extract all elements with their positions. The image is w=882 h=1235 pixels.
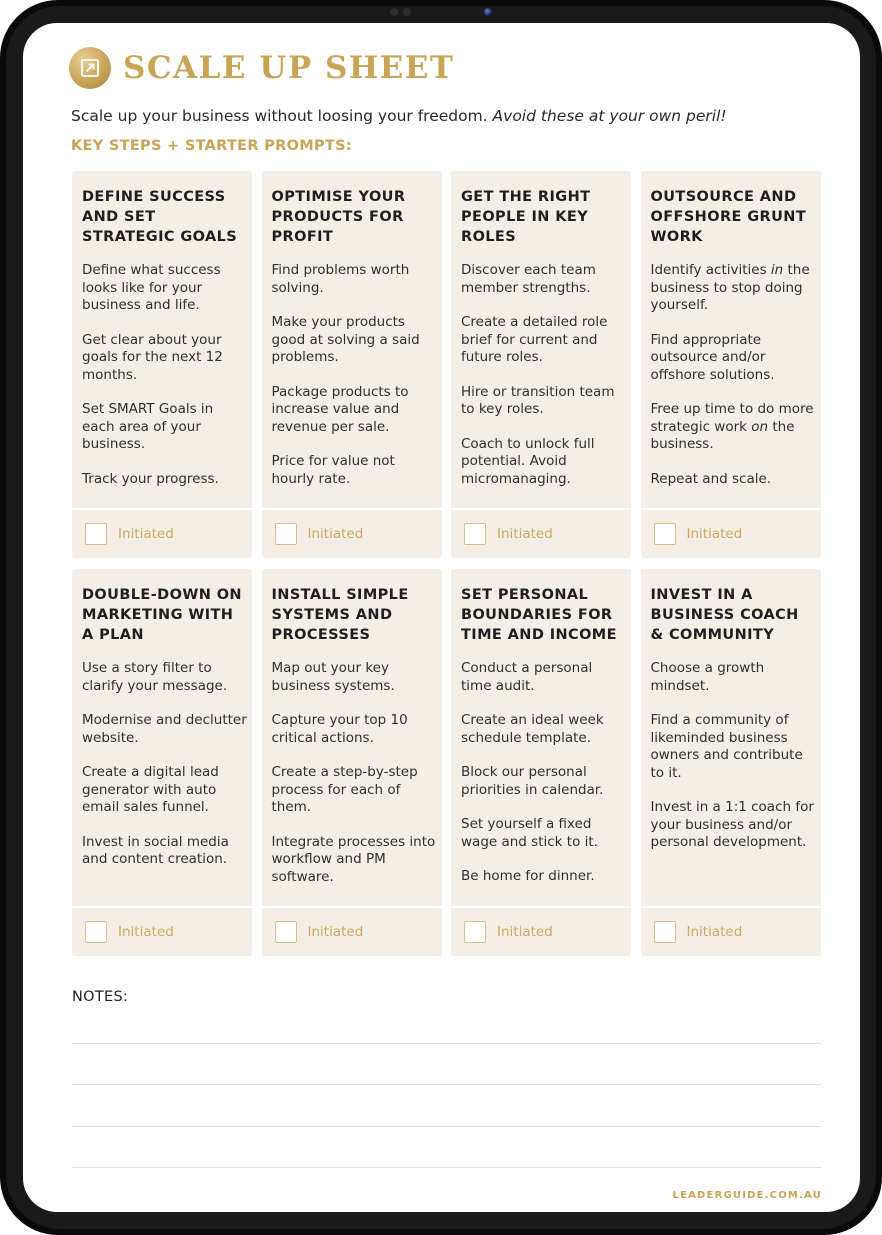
prompt-text: Identify activities — [650, 262, 771, 278]
initiated-checkbox-row[interactable] — [451, 508, 631, 558]
camera-icon — [484, 8, 492, 16]
card-title: DOUBLE-DOWN ON MARKETING WITH A PLAN — [82, 587, 242, 643]
prompt-item: Get clear about your goals for the next 12 months. — [82, 331, 223, 383]
page-header — [69, 47, 454, 89]
prompt-item: Create a digital lead generator with auto email sales funnel. — [82, 764, 219, 815]
card-title: OUTSOURCE AND OFFSHORE GRUNT WORK — [650, 189, 807, 245]
prompt-item: Map out your key business systems. — [271, 660, 395, 694]
card-title: INVEST IN A BUSINESS COACH & COMMUNITY — [650, 587, 799, 643]
notes-label: NOTES: — [72, 989, 129, 1005]
note-line[interactable] — [72, 1084, 821, 1085]
intro-emphasis: Avoid these at your own peril! — [492, 107, 727, 125]
card-body — [82, 262, 248, 505]
prompt-item: Track your progress. — [82, 470, 219, 487]
prompt-item: Create a step-by-step process for each of them. — [271, 764, 418, 815]
card-body — [651, 262, 817, 505]
prompt-item: Integrate processes into workflow and PM software. — [271, 833, 436, 885]
page-title: SCALE UP SHEET — [123, 50, 455, 86]
prompt-item — [651, 332, 817, 385]
initiated-checkbox-row[interactable] — [262, 906, 442, 956]
footer-url[interactable]: LEADERGUIDE.COM.AU — [672, 1190, 822, 1201]
prompt-item: Coach to unlock full potential. Avoid micromanaging. — [461, 435, 595, 487]
prompt-item: Package products to increase value and revenue per sale. — [271, 383, 409, 435]
card-title: INSTALL SIMPLE SYSTEMS AND PROCESSES — [271, 587, 409, 643]
sensor-icon — [390, 8, 398, 16]
prompt-item: Discover each team member strengths. — [461, 262, 596, 296]
intro-main: Scale up your business without loosing your freedom. — [71, 107, 488, 125]
prompt-item: Conduct a personal time audit. — [461, 660, 593, 694]
initiated-label: Initiated — [307, 924, 364, 940]
note-line[interactable] — [72, 1167, 821, 1168]
prompt-item — [651, 471, 817, 489]
initiated-label: Initiated — [307, 526, 364, 542]
prompt-item: Make your products good at solving a said problems. — [271, 314, 420, 365]
prompt-item: Create a detailed role brief for current and future roles. — [461, 314, 608, 365]
initiated-checkbox[interactable] — [654, 921, 676, 943]
prompt-item: Price for value not hourly rate. — [271, 453, 395, 487]
prompt-item: Choose a growth mindset. — [650, 660, 765, 694]
prompt-item: Block our personal priorities in calendar. — [461, 764, 604, 798]
card-title: GET THE RIGHT PEOPLE IN KEY ROLES — [461, 189, 591, 245]
initiated-checkbox-row[interactable] — [262, 508, 442, 558]
prompt-item: Invest in social media and content creation. — [82, 833, 229, 867]
initiated-checkbox-row[interactable] — [451, 906, 631, 956]
card-title: OPTIMISE YOUR PRODUCTS FOR PROFIT — [271, 189, 406, 245]
prompt-item: Use a story filter to clarify your message. — [82, 660, 228, 694]
prompt-text: Find appropriate outsource and/or offshore solutions. — [650, 331, 775, 383]
document-page — [23, 23, 860, 1212]
initiated-checkbox[interactable] — [654, 523, 676, 545]
note-line[interactable] — [72, 1126, 821, 1127]
initiated-checkbox[interactable] — [85, 921, 107, 943]
prompt-emphasis: on — [751, 418, 769, 435]
initiated-checkbox[interactable] — [275, 523, 297, 545]
prompt-text: Free up time to do more strategic work — [650, 401, 814, 435]
step-card — [641, 569, 821, 956]
prompt-text: the business to stop doing yourself. — [650, 262, 810, 313]
prompt-item: Create an ideal week schedule template. — [461, 712, 604, 746]
prompt-item: Find problems worth solving. — [271, 262, 410, 296]
card-body — [461, 262, 627, 505]
prompt-item — [651, 262, 817, 315]
initiated-label: Initiated — [118, 924, 174, 940]
prompt-item: Modernise and declutter website. — [82, 712, 247, 746]
steps-grid — [72, 171, 820, 956]
prompt-item: Define what success looks like for your business and life. — [82, 262, 221, 313]
initiated-checkbox[interactable] — [464, 523, 486, 545]
initiated-checkbox[interactable] — [464, 921, 486, 943]
section-label: KEY STEPS + STARTER PROMPTS: — [71, 138, 352, 154]
prompt-item: Hire or transition team to key roles. — [461, 383, 615, 417]
sensor-icon — [403, 8, 411, 16]
step-card — [262, 569, 442, 956]
note-line[interactable] — [72, 1043, 821, 1044]
prompt-item: Invest in a 1:1 coach for your business and/or personal development. — [650, 799, 814, 850]
initiated-checkbox-row[interactable] — [641, 906, 821, 956]
initiated-checkbox-row[interactable] — [72, 906, 252, 956]
intro-text — [71, 107, 727, 125]
card-body — [272, 660, 438, 903]
prompt-item: Be home for dinner. — [461, 868, 595, 884]
card-body — [272, 262, 438, 505]
initiated-label: Initiated — [497, 526, 553, 542]
prompt-item: Set SMART Goals in each area of your business. — [82, 401, 214, 452]
prompt-emphasis: in — [770, 262, 784, 278]
card-body — [82, 660, 248, 886]
step-card — [451, 569, 631, 956]
initiated-label: Initiated — [686, 924, 743, 940]
step-card — [451, 171, 631, 558]
prompt-item: Find a community of likeminded business owners and contribute to it. — [650, 712, 803, 781]
card-title: SET PERSONAL BOUNDARIES FOR TIME AND INCOME — [461, 587, 617, 643]
initiated-checkbox-row[interactable] — [641, 508, 821, 558]
initiated-checkbox[interactable] — [275, 921, 297, 943]
card-body — [651, 660, 817, 869]
initiated-label: Initiated — [118, 526, 174, 542]
card-body — [461, 660, 627, 903]
initiated-checkbox-row[interactable] — [72, 508, 252, 558]
prompt-item: Capture your top 10 critical actions. — [271, 712, 408, 746]
step-card — [72, 569, 252, 956]
prompt-item — [651, 401, 817, 454]
prompt-text: the business. — [650, 418, 795, 452]
prompt-text: Repeat and scale. — [650, 470, 772, 487]
initiated-label: Initiated — [686, 526, 743, 542]
step-card — [72, 171, 252, 558]
initiated-label: Initiated — [497, 924, 553, 940]
step-card — [262, 171, 442, 558]
prompt-item: Set yourself a fixed wage and stick to it. — [461, 816, 598, 850]
card-title: DEFINE SUCCESS AND SET STRATEGIC GOALS — [82, 189, 238, 245]
step-card — [641, 171, 821, 558]
initiated-checkbox[interactable] — [85, 523, 107, 545]
arrow-up-right-icon — [69, 47, 111, 89]
